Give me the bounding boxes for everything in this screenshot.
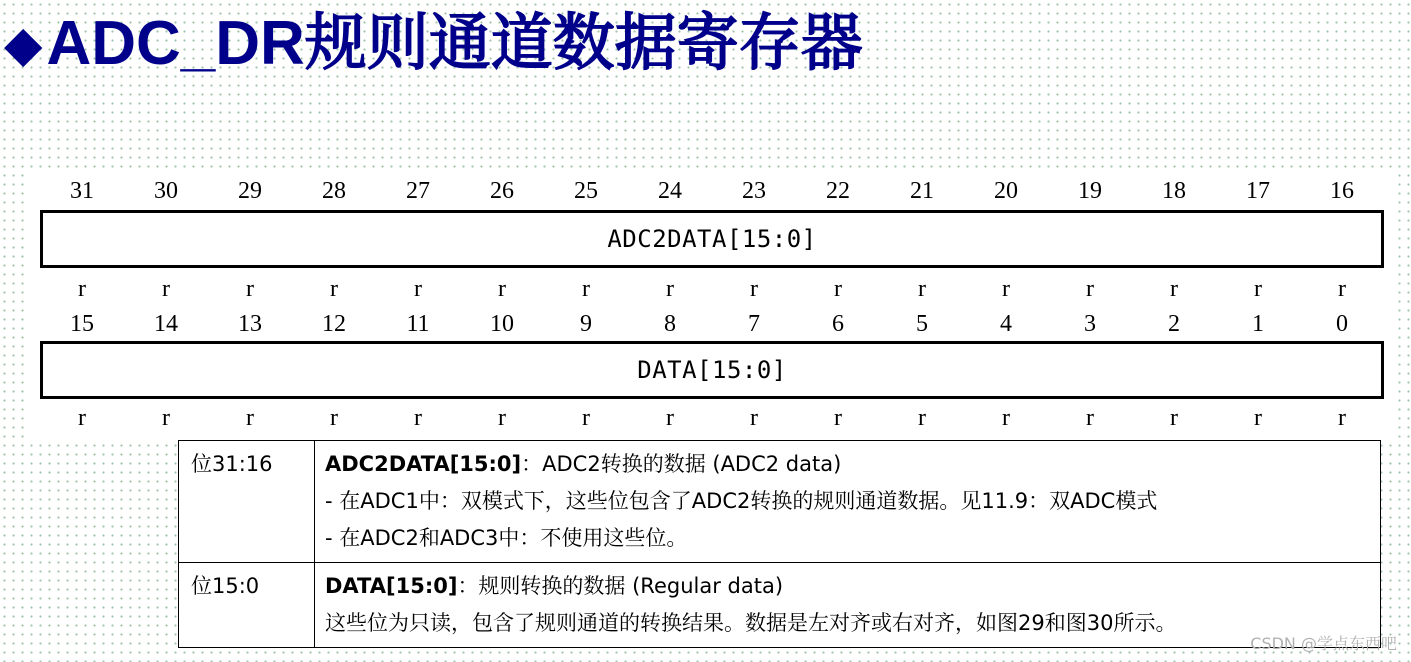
lower-bit-numbers	[40, 309, 1384, 339]
bit-number: 4	[1000, 311, 1012, 337]
bit-number: 22	[826, 178, 850, 204]
access-flag: r	[162, 405, 170, 431]
bit-number: 13	[238, 311, 262, 337]
access-flag: r	[414, 405, 422, 431]
bit-number: 5	[916, 311, 928, 337]
access-flag: r	[582, 276, 590, 302]
field-label: ADC2DATA[15:0]	[607, 225, 817, 253]
access-flag: r	[750, 405, 758, 431]
access-flag: r	[834, 405, 842, 431]
access-flag: r	[162, 276, 170, 302]
field-summary: ：ADC2转换的数据 (ADC2 data)	[521, 452, 842, 476]
bit-number: 21	[910, 178, 934, 204]
bit-number: 25	[574, 178, 598, 204]
bit-number: 30	[154, 178, 178, 204]
bit-number: 20	[994, 178, 1018, 204]
access-flag: r	[1002, 276, 1010, 302]
bit-number: 0	[1336, 311, 1348, 337]
access-flag: r	[918, 405, 926, 431]
register-panel-background	[30, 168, 1392, 440]
lower-register-field	[40, 341, 1384, 399]
access-flag: r	[1170, 276, 1178, 302]
table-row	[179, 563, 1381, 648]
diamond-bullet-icon: ◆	[4, 16, 43, 72]
table-row	[179, 441, 1381, 563]
upper-register-field	[40, 210, 1384, 268]
bit-number: 1	[1252, 311, 1264, 337]
bit-number: 23	[742, 178, 766, 204]
access-flag: r	[1086, 405, 1094, 431]
bit-number: 9	[580, 311, 592, 337]
upper-access-row	[40, 274, 1384, 304]
bit-range: 位31:16	[191, 452, 273, 476]
bit-number: 15	[70, 311, 94, 337]
bit-number: 29	[238, 178, 262, 204]
description-line: 这些位为只读，包含了规则通道的转换结果。数据是左对齐或右对齐，如图29和图30所示。	[325, 611, 1177, 635]
access-flag: r	[330, 405, 338, 431]
access-flag: r	[498, 405, 506, 431]
access-flag: r	[582, 405, 590, 431]
bit-range-cell	[179, 441, 315, 563]
access-flag: r	[330, 276, 338, 302]
bit-number: 3	[1084, 311, 1096, 337]
access-flag: r	[1338, 276, 1346, 302]
watermark: CSDN @学点东西吧	[1250, 634, 1397, 653]
description-line: - 在ADC2和ADC3中：不使用这些位。	[325, 526, 688, 550]
access-flag: r	[1170, 405, 1178, 431]
field-name: ADC2DATA[15:0]	[325, 452, 522, 476]
access-flag: r	[1002, 405, 1010, 431]
bit-number: 14	[154, 311, 178, 337]
access-flag: r	[78, 276, 86, 302]
description-line: - 在ADC1中：双模式下，这些位包含了ADC2转换的规则通道数据。见11.9：双ADC模式	[325, 489, 1158, 513]
bit-number: 8	[664, 311, 676, 337]
bit-number: 24	[658, 178, 682, 204]
bit-number: 7	[748, 311, 760, 337]
field-summary: ：规则转换的数据 (Regular data)	[457, 574, 784, 598]
bit-number: 10	[490, 311, 514, 337]
slide-title	[4, 4, 863, 84]
bit-number: 17	[1246, 178, 1270, 204]
access-flag: r	[1086, 276, 1094, 302]
access-flag: r	[78, 405, 86, 431]
bit-number: 31	[70, 178, 94, 204]
access-flag: r	[1338, 405, 1346, 431]
title-text: ADC_DR规则通道数据寄存器	[46, 9, 863, 78]
access-flag: r	[666, 405, 674, 431]
description-heading	[325, 573, 1380, 610]
bit-range-cell	[179, 563, 315, 648]
access-flag: r	[1254, 405, 1262, 431]
bit-description-table	[178, 440, 1381, 648]
access-flag: r	[666, 276, 674, 302]
upper-bit-numbers	[40, 176, 1384, 206]
field-name: DATA[15:0]	[325, 574, 458, 598]
access-flag: r	[414, 276, 422, 302]
access-flag: r	[834, 276, 842, 302]
bit-number: 28	[322, 178, 346, 204]
bit-number: 19	[1078, 178, 1102, 204]
bit-number: 18	[1162, 178, 1186, 204]
access-flag: r	[246, 276, 254, 302]
description-cell	[315, 441, 1381, 563]
bit-number: 6	[832, 311, 844, 337]
access-flag: r	[918, 276, 926, 302]
lower-access-row	[40, 403, 1384, 433]
bit-number: 11	[406, 311, 430, 337]
description-heading	[325, 451, 1380, 488]
bit-number: 2	[1168, 311, 1180, 337]
description-cell	[315, 563, 1381, 648]
bit-number: 26	[490, 178, 514, 204]
access-flag: r	[1254, 276, 1262, 302]
bit-number: 27	[406, 178, 430, 204]
field-label: DATA[15:0]	[637, 356, 787, 384]
access-flag: r	[498, 276, 506, 302]
bit-number: 12	[322, 311, 346, 337]
bit-range: 位15:0	[191, 574, 260, 598]
access-flag: r	[246, 405, 254, 431]
bit-number: 16	[1330, 178, 1354, 204]
access-flag: r	[750, 276, 758, 302]
